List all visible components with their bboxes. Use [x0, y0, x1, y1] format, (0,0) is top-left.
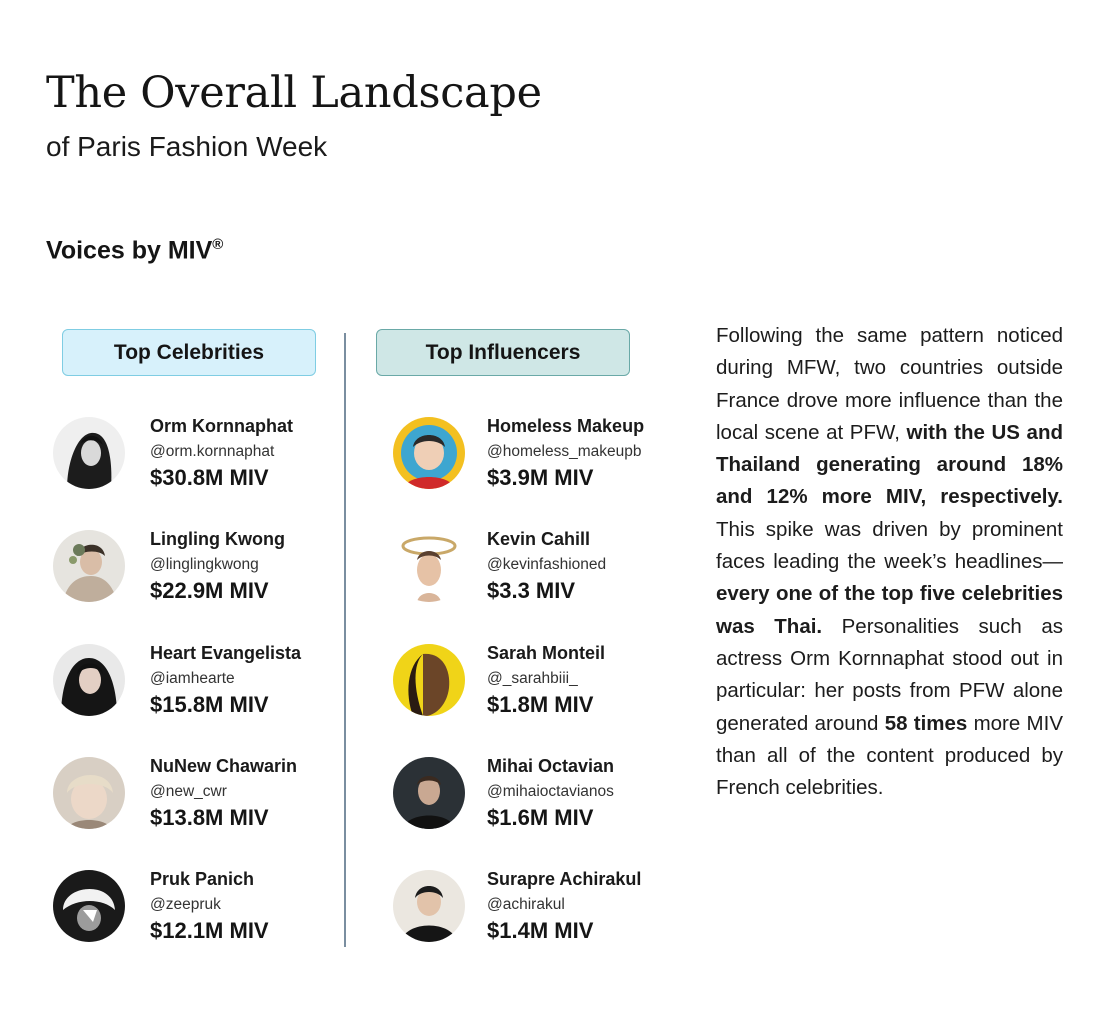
influencer-name: Sarah Monteil: [487, 642, 606, 663]
celebrity-miv: $13.8M MIV: [150, 804, 269, 830]
avatar: [393, 757, 465, 829]
influencer-name: Mihai Octavian: [487, 755, 615, 776]
celebrity-handle: @iamhearte: [150, 669, 235, 687]
celebrity-handle: @zeepruk: [150, 896, 221, 914]
avatar: [393, 417, 465, 489]
celebrity-name: NuNew Chawarin: [150, 755, 298, 776]
section-title: [46, 236, 223, 265]
avatar: [53, 757, 125, 829]
avatar: [53, 644, 125, 716]
influencer-miv: $3.3 MIV: [487, 578, 576, 604]
influencer-name: Surapre Achirakul: [487, 869, 642, 890]
registered-mark: ®: [212, 236, 224, 253]
top-celebrities-label: Top Celebrities: [62, 329, 316, 376]
avatar: [53, 530, 125, 602]
body-highlight-1: with the US and Thailand generating around 18% and 12% more MIV, respectively.: [716, 420, 1064, 509]
influencer-handle: @achirakul: [487, 896, 565, 914]
influencer-miv: $1.8M MIV: [487, 691, 594, 717]
body-highlight-2: every one of the top five celebrities was Thai.: [716, 582, 1063, 638]
influencer-name: Homeless Makeup: [487, 416, 645, 436]
avatar: [53, 417, 125, 489]
influencer-handle: @kevinfashioned: [487, 556, 607, 574]
page-subtitle: of Paris Fashion Week: [46, 131, 328, 162]
influencer-miv: $1.4M MIV: [487, 918, 594, 944]
celebrity-name: Pruk Panich: [150, 869, 255, 890]
avatar: [393, 870, 465, 942]
avatar: [53, 870, 125, 942]
column-divider: [344, 333, 346, 947]
celebrity-handle: @orm.kornnaphat: [150, 443, 275, 460]
celebrity-miv: $15.8M MIV: [150, 691, 269, 717]
influencer-miv: $1.6M MIV: [487, 804, 594, 830]
celebrity-name: Lingling Kwong: [150, 529, 285, 550]
body-text-4: more MIV than all of the content produced by French celebrities.: [716, 711, 1063, 800]
celebrity-handle: @linglingkwong: [150, 556, 259, 574]
influencer-handle: @_sarahbiii_: [487, 669, 578, 687]
body-paragraph: [716, 320, 1063, 804]
top-influencers-label: Top Influencers: [376, 329, 630, 376]
avatar: [393, 644, 465, 716]
celebrity-handle: @new_cwr: [150, 782, 227, 800]
section-title-text: Voices by MIV: [46, 236, 213, 265]
influencer-handle: @homeless_makeupb: [487, 443, 642, 460]
celebrity-miv: $12.1M MIV: [150, 918, 269, 944]
body-highlight-3: 58 times: [884, 711, 968, 735]
celebrity-miv: $30.8M MIV: [150, 465, 269, 490]
celebrity-name: Orm Kornnaphat: [150, 416, 294, 436]
body-text-2: This spike was driven by prominent faces leading the week’s headlines—: [716, 517, 1063, 574]
avatar: [393, 530, 465, 602]
body-text-1: Following the same pattern noticed during MFW, two countries outside France drove more influence than the local scene at PFW,: [716, 324, 1063, 444]
influencer-name: Kevin Cahill: [487, 529, 591, 550]
body-text-3: Personalities such as actress Orm Kornnaphat stood out in particular: her posts from PFW alone generated around: [716, 614, 1063, 735]
page-title: The Overall Landscape: [46, 68, 542, 118]
celebrity-miv: $22.9M MIV: [150, 578, 269, 604]
influencer-miv: $3.9M MIV: [487, 465, 594, 490]
celebrity-name: Heart Evangelista: [150, 642, 302, 663]
influencer-handle: @mihaioctavianos: [487, 782, 614, 800]
